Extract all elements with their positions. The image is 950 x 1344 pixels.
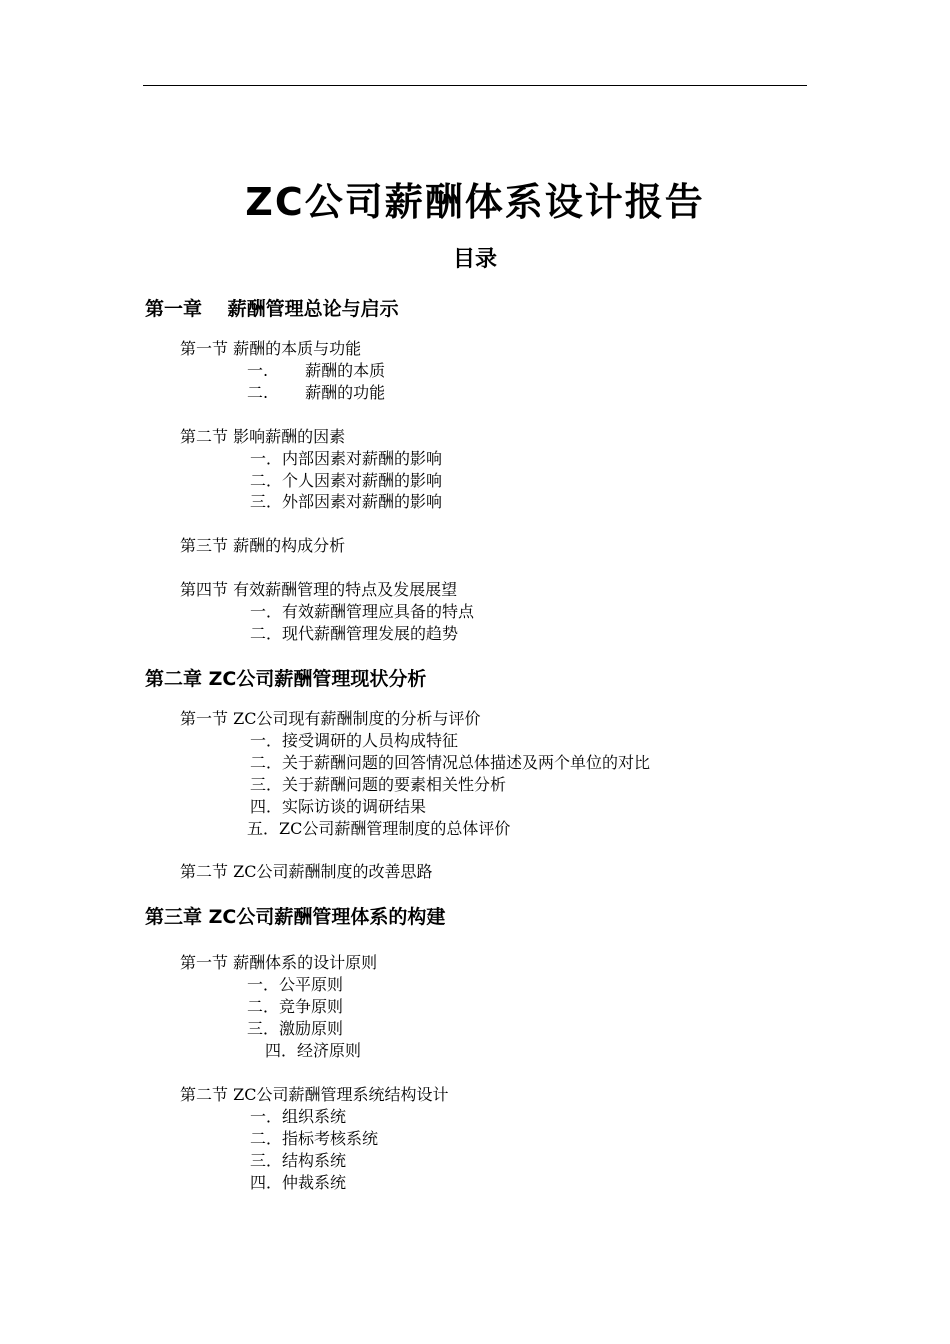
toc-chapter-2[interactable]: 第二章 ZC公司薪酬管理现状分析 [145, 668, 427, 690]
toc-item[interactable]: 一．组织系统 [250, 1107, 347, 1126]
toc-chapter-3[interactable]: 第三章 ZC公司薪酬管理体系的构建 [145, 906, 446, 928]
document-title: ZC公司薪酬体系设计报告 [245, 180, 705, 224]
toc-item[interactable]: 四．仲裁系统 [250, 1173, 347, 1192]
toc-section[interactable]: 第四节 有效薪酬管理的特点及发展展望 [180, 580, 458, 599]
toc-section[interactable]: 第二节 ZC公司薪酬管理系统结构设计 [180, 1085, 449, 1104]
toc-section[interactable]: 第一节 薪酬体系的设计原则 [180, 953, 378, 972]
toc-item[interactable]: 五．ZC公司薪酬管理制度的总体评价 [247, 819, 511, 838]
toc-item[interactable]: 三．外部因素对薪酬的影响 [250, 492, 443, 511]
toc-chapter-1[interactable]: 第一章 薪酬管理总论与启示 [145, 298, 399, 320]
toc-item[interactable]: 二．竞争原则 [247, 997, 344, 1016]
toc-item[interactable]: 一．内部因素对薪酬的影响 [250, 449, 443, 468]
toc-item[interactable]: 二．现代薪酬管理发展的趋势 [250, 624, 459, 643]
toc-item[interactable]: 二．指标考核系统 [250, 1129, 379, 1148]
toc-item[interactable]: 一．有效薪酬管理应具备的特点 [250, 602, 475, 621]
toc-item[interactable]: 三．激励原则 [247, 1019, 344, 1038]
toc-item[interactable]: 二．个人因素对薪酬的影响 [250, 471, 443, 490]
toc-item[interactable]: 一. 薪酬的本质 [247, 361, 386, 380]
toc-item[interactable]: 一．公平原则 [247, 975, 344, 994]
toc-item[interactable]: 二．关于薪酬问题的回答情况总体描述及两个单位的对比 [250, 753, 651, 772]
toc-item[interactable]: 四．实际访谈的调研结果 [250, 797, 427, 816]
toc-item[interactable]: 四．经济原则 [265, 1041, 362, 1060]
toc-section[interactable]: 第二节 影响薪酬的因素 [180, 427, 346, 446]
toc-item[interactable]: 三．结构系统 [250, 1151, 347, 1170]
toc-section[interactable]: 第二节 ZC公司薪酬制度的改善思路 [180, 862, 433, 881]
toc-section[interactable]: 第一节 ZC公司现有薪酬制度的分析与评价 [180, 709, 481, 728]
header-rule [143, 85, 807, 86]
toc-item[interactable]: 三．关于薪酬问题的要素相关性分析 [250, 775, 507, 794]
toc-heading: 目录 [452, 247, 497, 272]
toc-item[interactable]: 二. 薪酬的功能 [247, 383, 386, 402]
toc-item[interactable]: 一．接受调研的人员构成特征 [250, 731, 459, 750]
toc-section[interactable]: 第三节 薪酬的构成分析 [180, 536, 346, 555]
toc-section[interactable]: 第一节 薪酬的本质与功能 [180, 339, 362, 358]
